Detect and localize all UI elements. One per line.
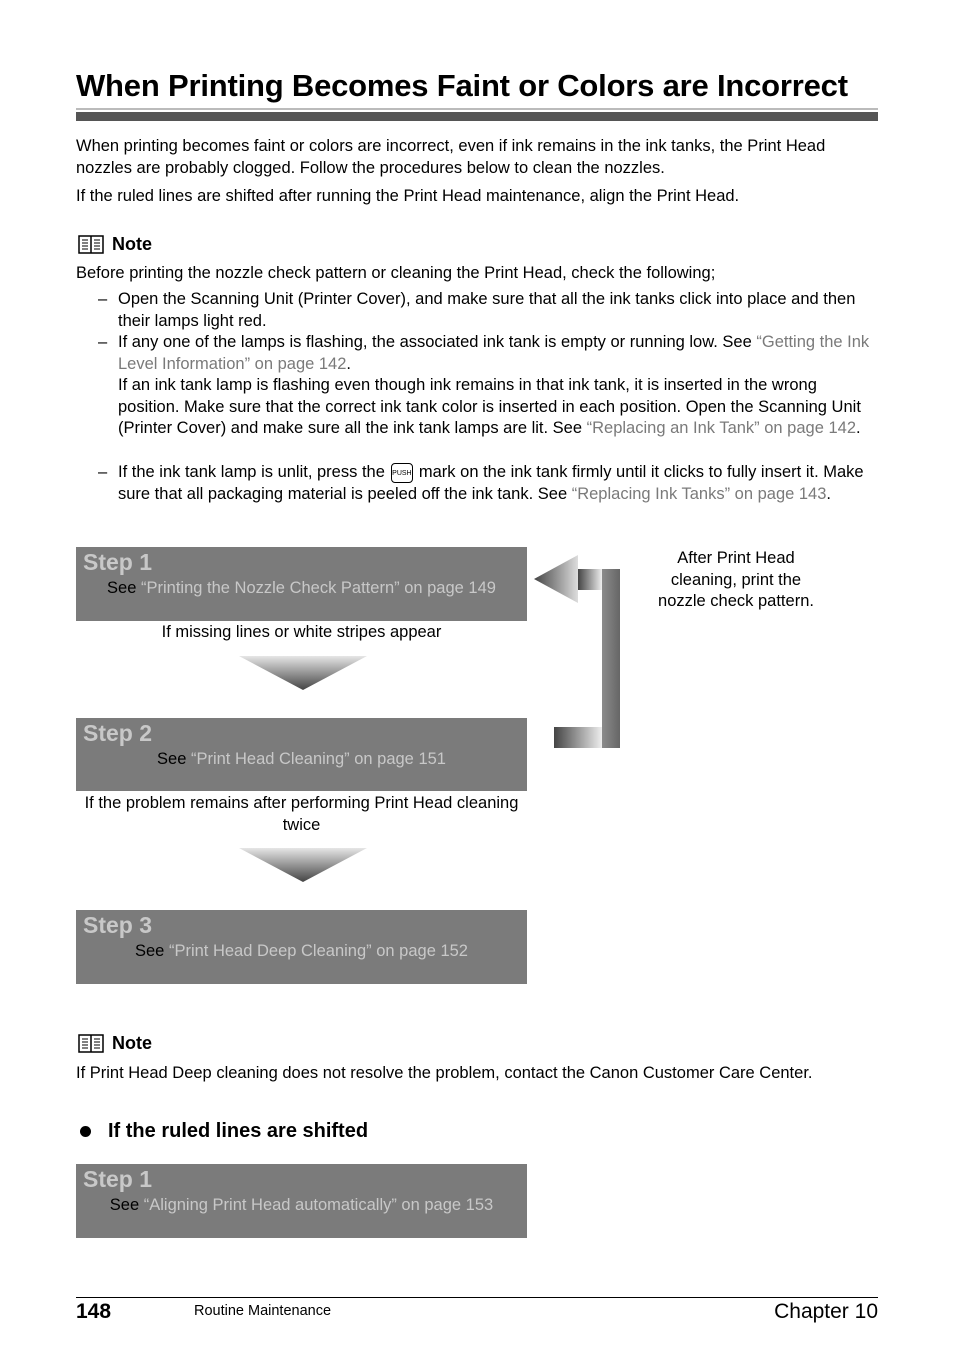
- down-arrow-icon: [239, 656, 367, 690]
- note-bullet-3: [98, 462, 878, 505]
- ruled-lines-heading: If the ruled lines are shifted: [80, 1120, 368, 1143]
- book-icon: [78, 1034, 104, 1053]
- footer-rule: [76, 1297, 878, 1298]
- condition-1: If missing lines or white stripes appear: [161, 623, 442, 641]
- step-label: Step 1: [83, 549, 153, 575]
- dash-marker: –: [98, 463, 108, 481]
- note-heading-2: [78, 1033, 152, 1054]
- note-lead: Before printing the nozzle check pattern or cleaning the Print Head, check the following;: [76, 264, 716, 282]
- down-arrow-icon: [239, 848, 367, 882]
- intro-paragraph-1: When printing becomes faint or colors are incorrect, even if ink remains in the ink tanks, the Print Head nozzles are probably clogged. Follow the procedures below to clean the nozzles.: [76, 137, 826, 177]
- note-bullet-1: [98, 289, 878, 332]
- intro-paragraph-2: If the ruled lines are shifted after running the Print Head maintenance, align the Print Head.: [76, 187, 740, 205]
- title-rule-light: [76, 108, 878, 110]
- note-heading-1: [78, 234, 152, 255]
- step-label: Step 3: [83, 912, 153, 938]
- step-label: Step 1: [83, 1166, 153, 1192]
- step-3-box: [76, 910, 527, 984]
- replacing-ink-tank-link[interactable]: “Replacing an Ink Tank” on page 142: [586, 419, 857, 437]
- note-label: Note: [112, 1033, 152, 1053]
- dash-marker: –: [98, 290, 108, 308]
- step-reference: See “Printing the Nozzle Check Pattern” on page 149: [107, 579, 496, 597]
- section-name: Routine Maintenance: [194, 1303, 332, 1319]
- note-label: Note: [112, 234, 152, 254]
- step-reference: See “Print Head Cleaning” on page 151: [157, 750, 446, 768]
- ink-level-link[interactable]: “Getting the Ink Level Information” on page 142: [118, 333, 870, 373]
- push-mark-icon: PUSH: [391, 463, 413, 483]
- step-1-box: [76, 547, 527, 621]
- note-bullet-text: If any one of the lamps is flashing, the associated ink tank is empty or running low. See “Getting the Ink Level Information” on page 142. If an ink tank lamp is flashing even though ink remains in that ink tank, it is inserted in the wrong position. Make sure that the correct ink tank color is inserted in each position. Open the Scanning Unit (Printer Cover) and make sure all the ink tank lamps are lit. See “Replacing an Ink Tank” on page 142.: [118, 333, 870, 437]
- deep-cleaning-link[interactable]: “Print Head Deep Cleaning” on page 152: [168, 942, 468, 960]
- step-2-box: [76, 718, 527, 791]
- title-rule: [76, 112, 878, 121]
- step-label: Step 2: [83, 720, 153, 746]
- dash-marker: –: [98, 333, 108, 351]
- note-2-text: If Print Head Deep cleaning does not resolve the problem, contact the Canon Customer Care Center.: [76, 1064, 813, 1082]
- step-reference: See “Aligning Print Head automatically” on page 153: [109, 1196, 494, 1214]
- align-head-link[interactable]: “Aligning Print Head automatically” on page 153: [143, 1196, 494, 1214]
- page-title: When Printing Becomes Faint or Colors are Incorrect: [76, 68, 848, 103]
- after-cleaning-note: After Print Head cleaning, print the nozzle check pattern.: [658, 549, 814, 610]
- note-bullet-text: If the ink tank lamp is unlit, press the PUSH mark on the ink tank firmly until it clicks to fully insert it. Make sure that all packaging material is peeled off the ink tank. See “Replacing Ink Tanks” on page 143.: [118, 463, 864, 503]
- replacing-ink-tanks-link[interactable]: “Replacing Ink Tanks” on page 143: [571, 484, 827, 503]
- step-reference: See “Print Head Deep Cleaning” on page 152: [135, 942, 468, 960]
- print-head-cleaning-link[interactable]: “Print Head Cleaning” on page 151: [190, 750, 446, 768]
- chapter-label: Chapter 10: [774, 1300, 878, 1323]
- note-bullet-2: [98, 332, 878, 440]
- nozzle-check-link[interactable]: “Printing the Nozzle Check Pattern” on page 149: [141, 579, 496, 597]
- return-arrow-icon: [534, 555, 624, 751]
- note-bullet-text: Open the Scanning Unit (Printer Cover), and make sure that all the ink tanks click into place and then their lamps light red.: [118, 290, 856, 330]
- page-number: 148: [76, 1300, 112, 1323]
- align-step-box: [76, 1164, 527, 1238]
- condition-2: If the problem remains after performing Print Head cleaning twice: [84, 794, 519, 834]
- bullet-dot-icon: [80, 1126, 91, 1137]
- book-icon: [78, 235, 104, 254]
